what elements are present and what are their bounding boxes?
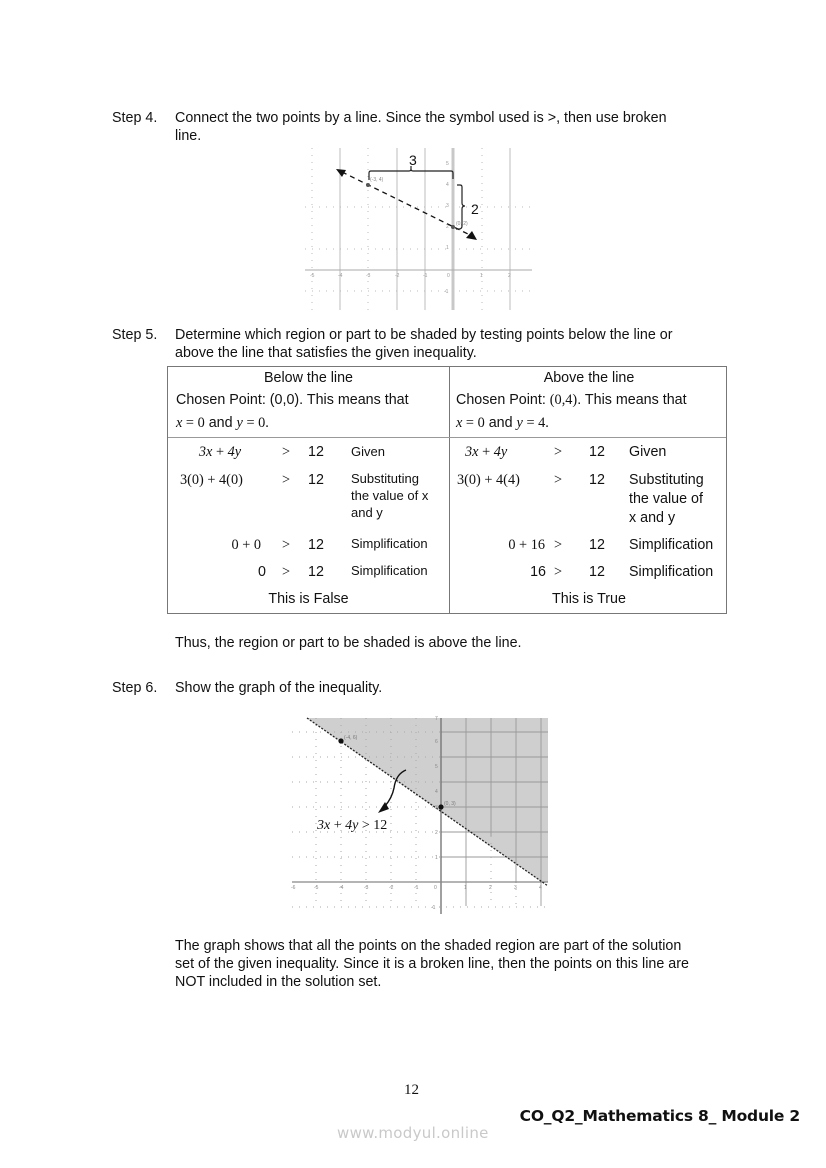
below-row3-rhs: 12 [308,537,324,553]
inequality-label: 3x + 4y > 12 [317,818,388,833]
step-4-graph [300,145,540,315]
table-column-divider [449,367,450,613]
above-row3-op: > [554,537,563,553]
svg-text:0: 0 [434,885,437,891]
svg-text:3: 3 [446,203,449,209]
page-number: 12 [404,1082,419,1098]
svg-text:-6: -6 [291,885,296,891]
svg-text:2: 2 [489,885,492,891]
svg-text:-1: -1 [431,905,436,911]
svg-text:-2: -2 [389,885,394,891]
svg-text:3: 3 [435,805,438,811]
point-a [366,183,370,187]
above-row2-rhs: 12 [589,472,605,488]
explanation-line2: set of the given inequality. Since it is a broken line, then the points on this line are [175,956,689,972]
svg-text:-1: -1 [423,273,428,279]
step-6-text: Show the graph of the inequality. [175,680,383,696]
svg-text:(-3, 4): (-3, 4) [370,177,384,183]
step-5-conclusion: Thus, the region or part to be shaded is above the line. [175,635,522,651]
module-title: CO_Q2_Mathematics 8_ Module 2 [519,1107,800,1125]
rise-label: 2 [471,201,479,217]
line-graph-broken [300,145,540,315]
below-row1-op: > [282,444,291,460]
above-row1-note: Given [629,444,667,460]
test-points-table [167,366,727,614]
step-4-label: Step 4. [112,110,158,126]
below-chosen-point: Chosen Point: (0,0). This means that [176,392,409,408]
svg-text:3: 3 [514,885,517,891]
above-row1-lhs: 3x + 4y [465,444,508,460]
svg-text:-1: -1 [414,885,419,891]
svg-text:-1: -1 [444,289,449,295]
above-row3-note: Simplification [629,537,714,553]
above-row4-note: Simplification [629,564,714,580]
svg-text:-2: -2 [395,273,400,279]
below-row3-op: > [282,537,291,553]
above-row4-lhs: 16 [530,564,546,580]
point-a [338,738,343,743]
svg-text:(0, 3): (0, 3) [444,801,456,807]
below-row1-rhs: 12 [308,444,324,460]
svg-text:-4: -4 [338,273,343,279]
step-5-text [175,326,735,362]
above-row2-note: Substituting the value of x and y [629,472,704,526]
svg-text:1: 1 [464,885,467,891]
step-6-graph [290,716,552,916]
svg-text:-3: -3 [364,885,369,891]
table-header-divider [168,437,726,438]
point-b [451,225,455,229]
above-row3-rhs: 12 [589,537,605,553]
svg-text:0: 0 [447,273,450,279]
svg-text:6: 6 [435,739,438,745]
step-5-label: Step 5. [112,327,158,343]
above-row4-rhs: 12 [589,564,605,580]
svg-text:4: 4 [435,789,438,795]
below-row4-lhs: 0 [258,564,266,580]
svg-text:4: 4 [539,885,542,891]
explanation-line3: NOT included in the solution set. [175,974,382,990]
svg-text:-4: -4 [339,885,344,891]
svg-text:5: 5 [435,764,438,770]
below-row2-op: > [282,472,291,488]
svg-text:7: 7 [435,716,438,722]
svg-text:(-4, 6): (-4, 6) [344,735,358,741]
svg-text:2: 2 [435,830,438,836]
above-line-title: Above the line [543,370,635,386]
step-5-line1: Determine which region or part to be shaded by testing points below the line or [175,327,673,343]
below-row1-lhs: 3x + 4y [198,444,242,460]
below-conclusion: This is False [268,591,349,607]
step-4-text [175,109,735,145]
svg-text:1: 1 [446,245,449,251]
svg-text:5: 5 [446,161,449,167]
above-row1-rhs: 12 [589,444,605,460]
svg-text:-5: -5 [310,273,315,279]
explanation-line1: The graph shows that all the points on the shaded region are part of the solution [175,938,682,954]
svg-text:1: 1 [480,273,483,279]
below-row4-op: > [282,564,291,580]
above-means: x = 0 and y = 4. [456,415,549,431]
above-chosen-point: Chosen Point: (0,4). This means that [456,392,687,408]
point-b [438,804,443,809]
shaded-inequality-graph [290,716,552,916]
run-label: 3 [409,152,417,168]
above-row1-op: > [554,444,563,460]
svg-text:-3: -3 [366,273,371,279]
svg-text:2: 2 [508,273,511,279]
svg-text:-5: -5 [314,885,319,891]
below-row2-lhs: 3(0) + 4(0) [180,472,243,488]
below-row2-rhs: 12 [308,472,324,488]
above-row4-op: > [554,564,563,580]
svg-text:1: 1 [435,855,438,861]
below-row4-note: Simplification [351,563,428,578]
watermark: www.modyul.online [337,1124,489,1142]
below-row3-lhs: 0 + 0 [231,537,261,553]
below-row2-note: Substituting the value of x and y [351,471,429,520]
below-line-title: Below the line [263,370,353,386]
step-6-label: Step 6. [112,680,158,696]
step-5-line2: above the line that satisfies the given inequality. [175,345,477,361]
step-4-line1: Connect the two points by a line. Since the symbol used is >, then use broken [175,110,667,126]
step-6-explanation [175,937,735,991]
below-row4-rhs: 12 [308,564,324,580]
arrow-head-right-icon [466,231,477,240]
above-row2-lhs: 3(0) + 4(4) [457,472,520,488]
below-row1-note: Given [351,444,385,459]
svg-text:4: 4 [446,182,449,188]
step-4-line2: line. [175,128,202,144]
svg-text:(0, 2): (0, 2) [456,221,468,227]
above-row3-lhs: 0 + 16 [508,537,545,553]
below-row3-note: Simplification [351,536,428,551]
above-row2-op: > [554,472,563,488]
above-conclusion: This is True [552,591,626,607]
below-means: x = 0 and y = 0. [176,415,269,431]
svg-text:2: 2 [446,224,449,230]
